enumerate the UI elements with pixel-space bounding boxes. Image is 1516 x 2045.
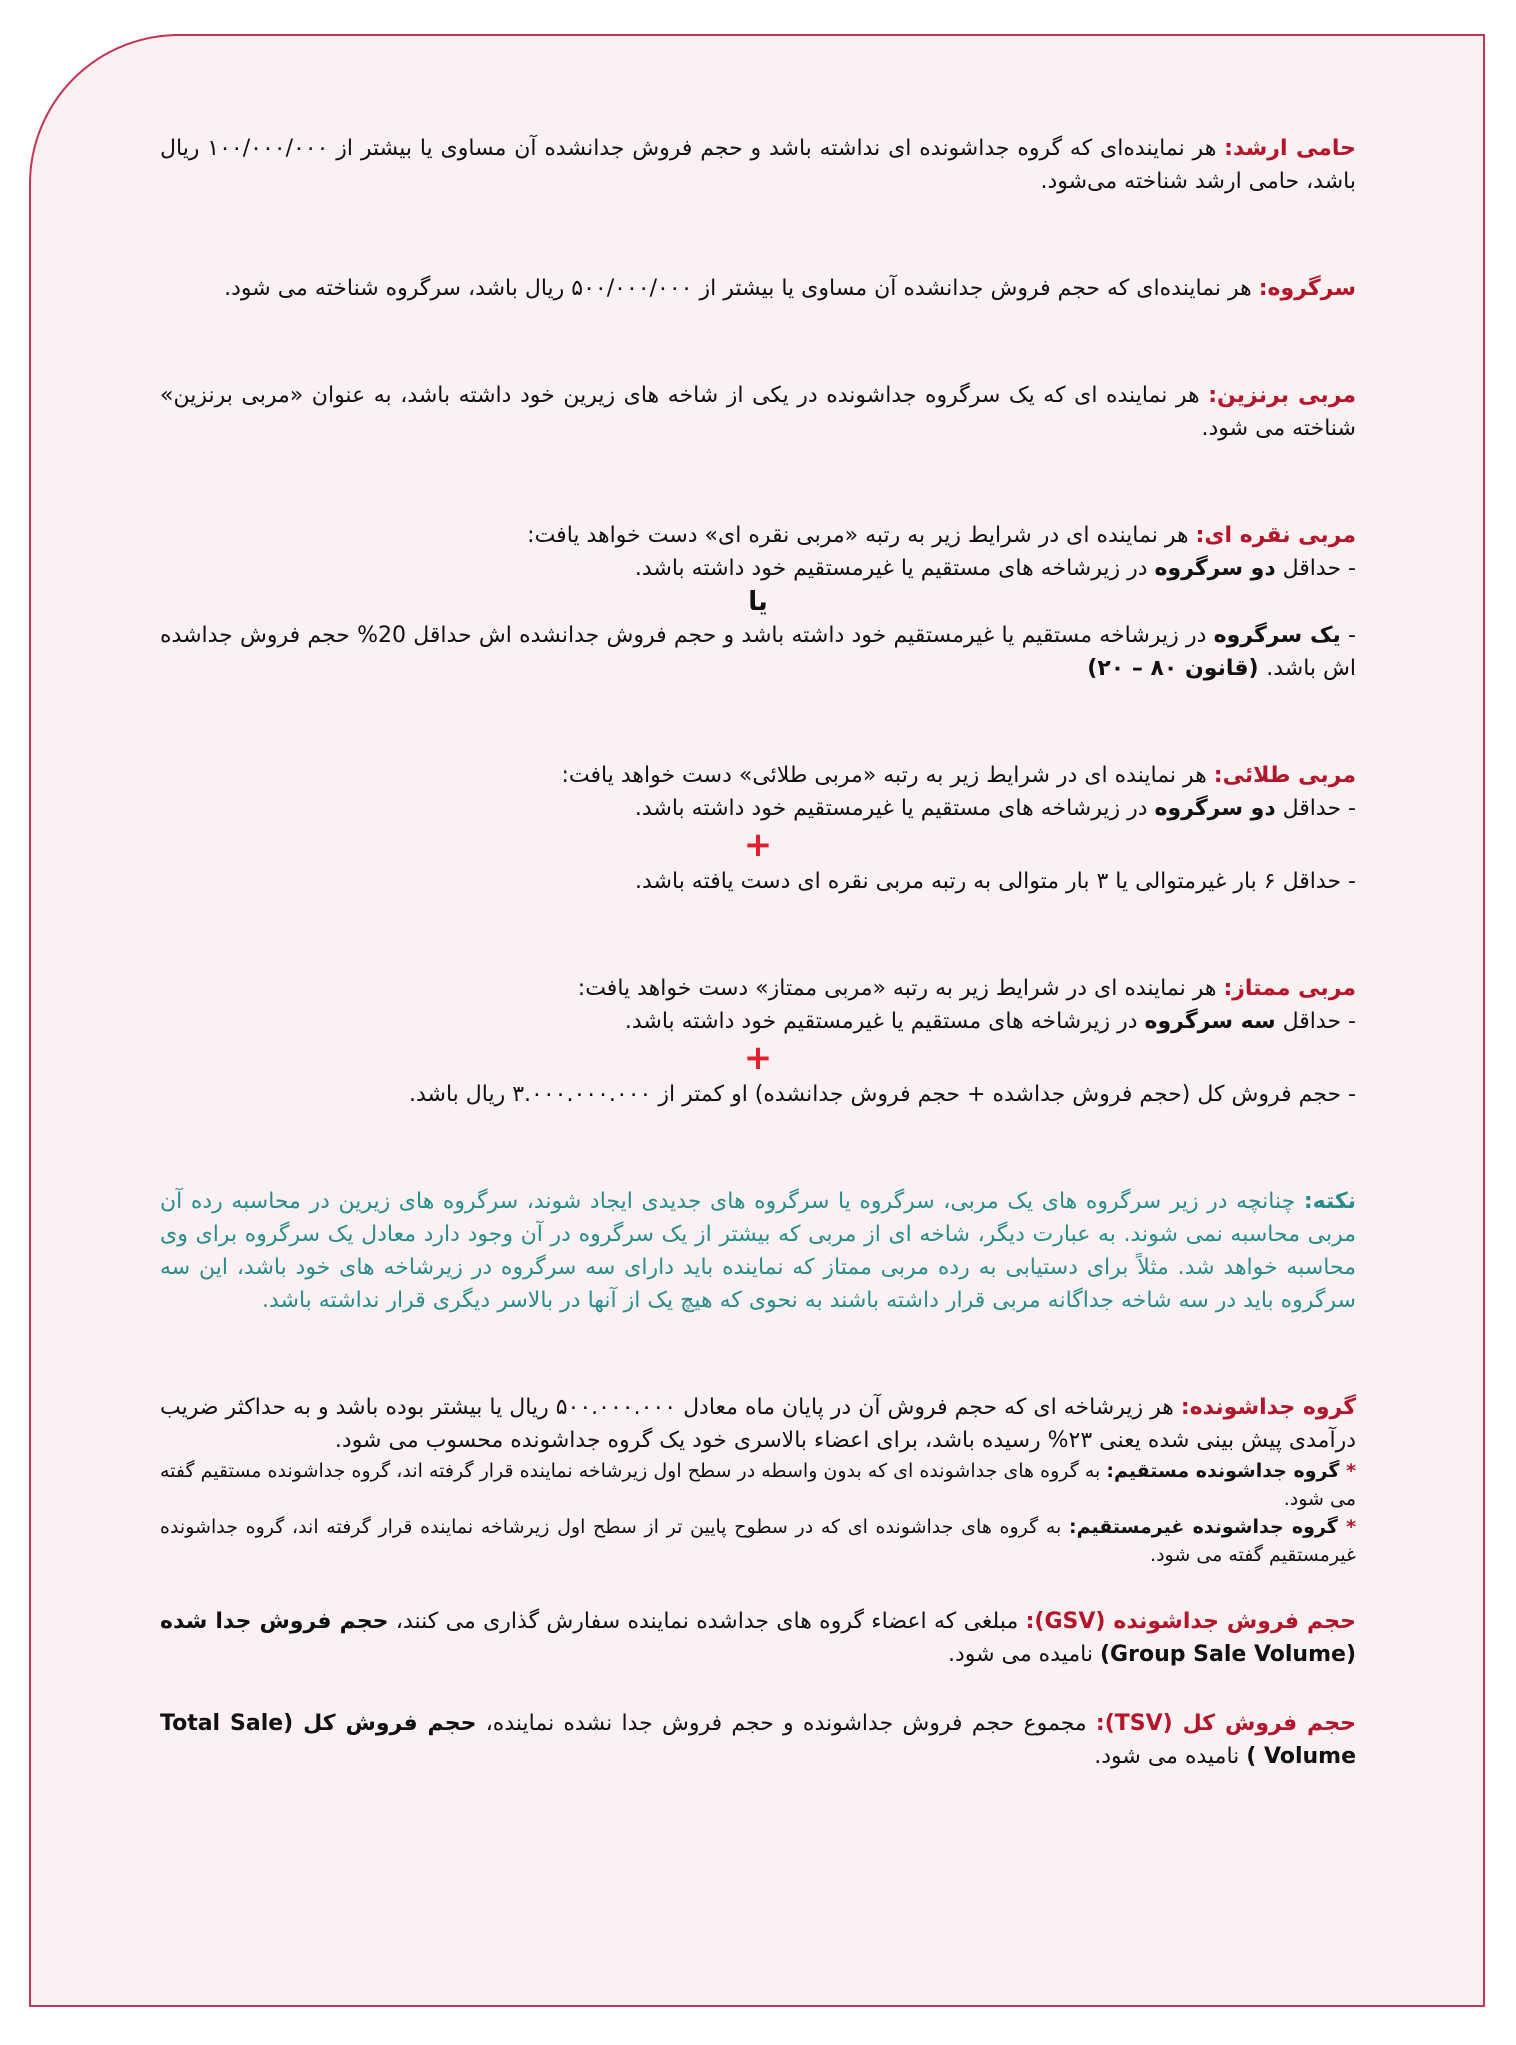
term-title: حجم فروش کل (TSV): <box>1095 1711 1356 1736</box>
definition-tsv: حجم فروش کل (TSV): مجموع حجم فروش جداشونده و حجم فروش جدا نشده نماینده، حجم فروش کل (Total Sale Volume ) نامیده می شود. <box>160 1711 1356 1769</box>
condition-line: - حجم فروش کل (حجم فروش جداشده + حجم فروش جدانشده) او کمتر از ۳.۰۰۰.۰۰۰.۰۰۰ ریال باشد. <box>409 1082 1356 1107</box>
term-title: سرگروه: <box>1258 276 1356 301</box>
condition-line: - یک سرگروه در زیرشاخه مستقیم یا غیرمستقیم خود داشته باشد و حجم فروش جدانشده اش حداقل 20% حجم فروش جداشده اش باشد. (قانون ۸۰ – ۲۰) <box>160 623 1356 681</box>
definition-breakaway-group <box>160 1391 1356 1569</box>
definition-senior-sponsor <box>160 132 1356 198</box>
term-title: گروه جداشونده: <box>1180 1395 1356 1420</box>
definition-group-head <box>160 272 1356 305</box>
definition-bronze-coach <box>160 379 1356 445</box>
condition-line: - حداقل سه سرگروه در زیرشاخه های مستقیم یا غیرمستقیم خود داشته باشد. <box>624 1009 1356 1034</box>
term-title: مربی نقره ای: <box>1195 523 1356 548</box>
term-text: هر زیرشاخه ای که حجم فروش آن در پایان ماه معادل ۵۰۰.۰۰۰.۰۰۰ ریال یا بیشتر بوده باشد و به حداکثر ضریب درآمدی پیش بینی شده یعنی ۲۳% رسیده باشد، برای اعضاء بالاسری خود یک گروه جداشونده محسوب می شود. <box>160 1395 1356 1453</box>
plus-icon: + <box>743 1038 773 1078</box>
condition-line: - حداقل دو سرگروه در زیرشاخه های مستقیم یا غیرمستقیم خود داشته باشد. <box>634 796 1356 821</box>
term-title: حجم فروش جداشونده (GSV): <box>1025 1609 1357 1634</box>
term-text: هر نماینده ای در شرایط زیر به رتبه «مربی طلائی» دست خواهد یافت: <box>561 763 1214 788</box>
definition-gsv: حجم فروش جداشونده (GSV): مبلغی که اعضاء گروه های جداشده نماینده سفارش گذاری می کنند، حجم فروش جدا شده (Group Sale Volume) نامیده می شود. <box>160 1609 1357 1667</box>
term-text: هر نماینده‌ای که حجم فروش جدانشده آن مساوی یا بیشتر از ۵۰۰/۰۰۰/۰۰۰ ریال باشد، سرگروه شناخته می شود. <box>224 276 1259 301</box>
term-title: مربی ممتاز: <box>1223 976 1356 1001</box>
definition-gold-coach <box>160 759 1356 898</box>
definition-excellent-coach <box>160 972 1356 1111</box>
term-text: هر نماینده ای در شرایط زیر به رتبه «مربی نقره ای» دست خواهد یافت: <box>527 523 1196 548</box>
condition-line: - حداقل ۶ بار غیرمتوالی یا ۳ بار متوالی به رتبه مربی نقره ای دست یافته باشد. <box>635 869 1356 894</box>
term-text: هر نماینده‌ای که گروه جداشونده ای نداشته باشد و حجم فروش جدانشده آن مساوی یا بیشتر از ۱۰۰/۰۰۰/۰۰۰ ریال باشد، حامی ارشد شناخته می‌شود. <box>160 136 1356 194</box>
condition-line: - حداقل دو سرگروه در زیرشاخه های مستقیم یا غیرمستقیم خود داشته باشد. <box>634 556 1356 581</box>
plus-icon: + <box>743 825 773 865</box>
sub-definition-direct: * گروه جداشونده مستقیم: به گروه های جداشونده ای که بدون واسطه در سطح اول زیرشاخه نماینده قرار گرفته اند، گروه جداشونده مستقیم گفته می شود. <box>160 1460 1356 1510</box>
term-title: مربی طلائی: <box>1213 763 1356 788</box>
asterisk-icon: * <box>1346 1516 1356 1538</box>
sub-definition-indirect: * گروه جداشونده غیرمستقیم: به گروه های جداشونده ای که در سطوح پایین تر از سطح اول زیرشاخه نماینده قرار گرفته اند، گروه جداشونده غیرمستقیم گفته می شود. <box>160 1516 1356 1566</box>
note-title: نکته: <box>1303 1189 1356 1214</box>
document-body <box>160 132 1356 1773</box>
asterisk-icon: * <box>1346 1460 1356 1482</box>
term-text: هر نماینده ای در شرایط زیر به رتبه «مربی ممتاز» دست خواهد یافت: <box>577 976 1224 1001</box>
term-title: حامی ارشد: <box>1224 136 1356 161</box>
definition-silver-coach <box>160 519 1356 685</box>
note-text: چنانچه در زیر سرگروه های یک مربی، سرگروه یا سرگروه های جدیدی ایجاد شوند، سرگروه های زیرین در محاسبه رده آن مربی محاسبه نمی شوند. به عبارت دیگر، شاخه ای از مربی که بیشتر از یک سرگروه در آن وجود دارد معادل یک سرگروه برای وی محاسبه خواهد شد. مثلاً برای دستیابی به رده مربی ممتاز که نماینده باید دارای سه سرگروه در زیرشاخه های خود باشد، این سه سرگروه باید در سه شاخه جداگانه مربی قرار داشته باشند به نحوی که هیچ یک از آنها در بالاسر دیگری قرار نداشته باشد. <box>160 1189 1356 1313</box>
term-title: مربی برنزین: <box>1208 383 1356 408</box>
note-paragraph <box>160 1185 1356 1317</box>
term-text: هر نماینده ای که یک سرگروه جداشونده در یکی از شاخه های زیرین خود داشته باشد، به عنوان «مربی برنزین» شناخته می شود. <box>160 383 1356 441</box>
or-separator: یا <box>748 587 768 617</box>
